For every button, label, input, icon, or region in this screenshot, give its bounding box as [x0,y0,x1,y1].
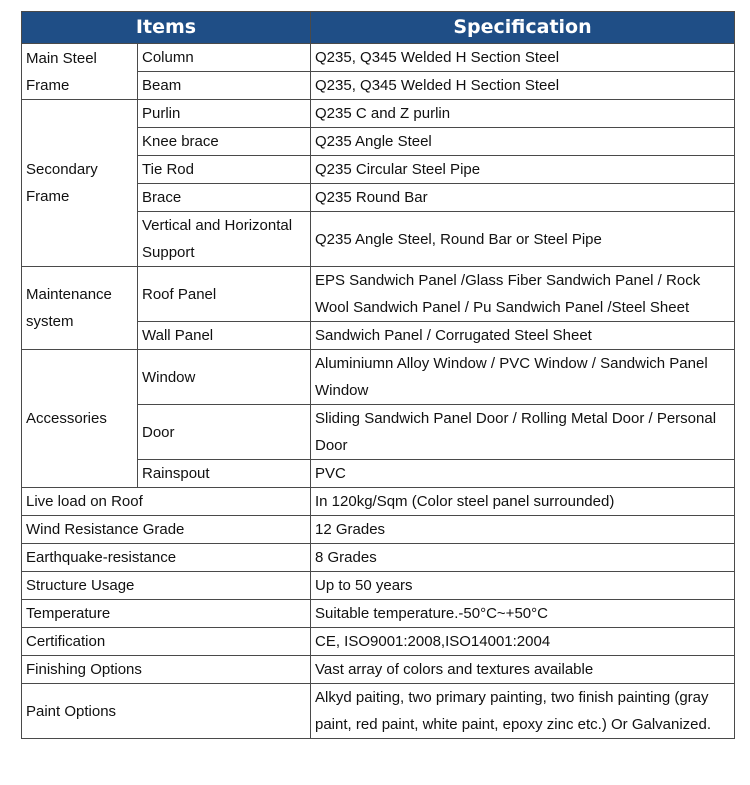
spec-cell: Q235, Q345 Welded H Section Steel [311,44,735,72]
item-cell: Paint Options [22,684,311,739]
item-cell: Earthquake-resistance [22,544,311,572]
spec-cell: Q235 Angle Steel, Round Bar or Steel Pipe [311,212,735,267]
item-cell: Wind Resistance Grade [22,516,311,544]
spec-cell: Q235 Round Bar [311,184,735,212]
table-row [22,516,735,544]
item-cell: Certification [22,628,311,656]
item-cell: Vertical and Horizontal Support [138,212,311,267]
group-label-maintenance-system: Maintenance system [22,267,138,350]
spec-cell: EPS Sandwich Panel /Glass Fiber Sandwich Panel / Rock Wool Sandwich Panel / Pu Sandwich Panel /Steel Sheet [311,267,735,322]
spec-cell: 8 Grades [311,544,735,572]
spec-cell: CE, ISO9001:2008,ISO14001:2004 [311,628,735,656]
item-cell: Rainspout [138,460,311,488]
table-row [22,600,735,628]
specification-table [21,11,735,739]
table-row [22,100,735,128]
item-cell: Column [138,44,311,72]
table-row [22,684,735,739]
spec-cell: Q235, Q345 Welded H Section Steel [311,72,735,100]
item-cell: Knee brace [138,128,311,156]
item-cell: Beam [138,72,311,100]
item-cell: Window [138,350,311,405]
group-label-accessories: Accessories [22,350,138,488]
item-cell: Finishing Options [22,656,311,684]
table-row [22,572,735,600]
table-row [22,628,735,656]
group-label-secondary-frame: Secondary Frame [22,100,138,267]
spec-cell: Sliding Sandwich Panel Door / Rolling Metal Door / Personal Door [311,405,735,460]
spec-cell: Sandwich Panel / Corrugated Steel Sheet [311,322,735,350]
spec-cell: Alkyd paiting, two primary painting, two finish painting (gray paint, red paint, white paint, epoxy zinc etc.) Or Galvanized. [311,684,735,739]
spec-cell: 12 Grades [311,516,735,544]
item-cell: Door [138,405,311,460]
items-header: Items [22,12,311,44]
item-cell: Roof Panel [138,267,311,322]
table-row [22,44,735,72]
spec-cell: Q235 C and Z purlin [311,100,735,128]
item-cell: Purlin [138,100,311,128]
item-cell: Structure Usage [22,572,311,600]
specification-header: Specification [311,12,735,44]
spec-cell: Up to 50 years [311,572,735,600]
spec-cell: PVC [311,460,735,488]
table-row [22,544,735,572]
table-row [22,488,735,516]
spec-cell: Suitable temperature.-50°C~+50°C [311,600,735,628]
spec-cell: Vast array of colors and textures available [311,656,735,684]
spec-cell: Aluminiumn Alloy Window / PVC Window / Sandwich Panel Window [311,350,735,405]
table-row [22,656,735,684]
item-cell: Live load on Roof [22,488,311,516]
table-row [22,350,735,405]
header-row [22,12,735,44]
spec-cell: Q235 Angle Steel [311,128,735,156]
spec-cell: Q235 Circular Steel Pipe [311,156,735,184]
item-cell: Brace [138,184,311,212]
item-cell: Temperature [22,600,311,628]
spec-table-container [21,11,735,739]
item-cell: Tie Rod [138,156,311,184]
spec-cell: In 120kg/Sqm (Color steel panel surrounded) [311,488,735,516]
item-cell: Wall Panel [138,322,311,350]
group-label-main-steel-frame: Main Steel Frame [22,44,138,100]
table-row [22,267,735,322]
